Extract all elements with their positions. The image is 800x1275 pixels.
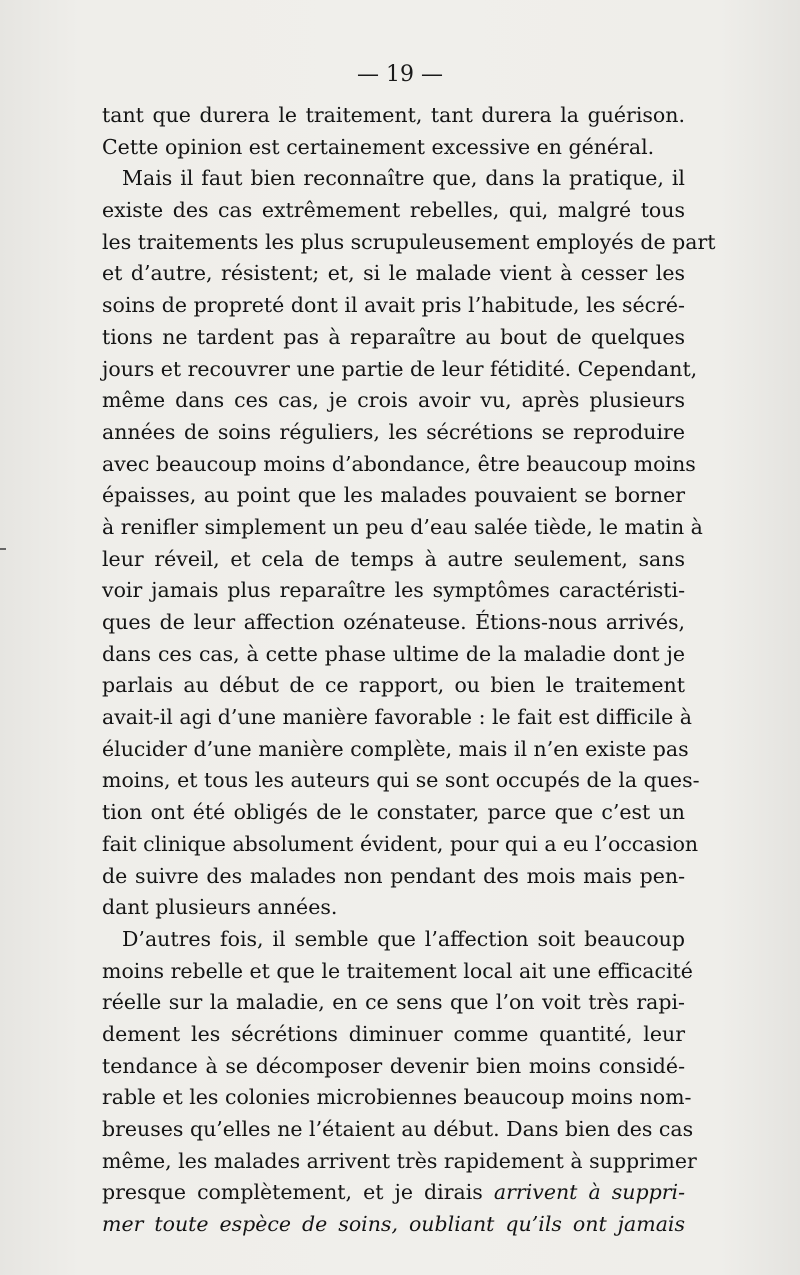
- text-segment: tendance à se décomposer devenir bien moins considé-: [102, 1053, 685, 1078]
- text-segment: les traitements les plus scrupuleusement employés de part: [102, 229, 716, 254]
- text-segment: années de soins réguliers, les sécrétions se reproduire: [102, 419, 685, 444]
- text-segment: avec beaucoup moins d’abondance, être beaucoup moins: [102, 451, 696, 476]
- text-line: [102, 322, 685, 354]
- text-line: [102, 227, 716, 259]
- text-segment: et d’autre, résistent; et, si le malade vient à cesser les: [102, 261, 685, 286]
- text-segment: à renifler simplement un peu d’eau salée tiède, le matin à: [102, 514, 703, 539]
- text-segment: existe des cas extrêmement rebelles, qui, malgré tous: [102, 198, 685, 223]
- text-line: [102, 290, 685, 322]
- text-line: [102, 512, 703, 544]
- text-line: [102, 354, 698, 386]
- text-line: [102, 100, 685, 132]
- text-line: [102, 417, 685, 449]
- italic-text-segment: mer toute espèce de soins, oubliant qu’ils ont jamais: [102, 1212, 685, 1237]
- text-line: [102, 1019, 685, 1051]
- text-segment: Mais il faut bien reconnaître que, dans la pratique, il: [122, 166, 685, 191]
- text-line: [102, 607, 685, 639]
- text-segment: dant plusieurs années.: [102, 895, 338, 920]
- text-line: [102, 480, 685, 512]
- text-segment: breuses qu’elles ne l’étaient au début. Dans bien des cas: [102, 1117, 694, 1141]
- text-line: [102, 1177, 685, 1209]
- text-line: [102, 1209, 685, 1241]
- text-segment: moins rebelle et que le traitement local ait une efficacité: [102, 958, 693, 983]
- text-line: [102, 258, 685, 290]
- italic-text-segment: arrivent à suppri-: [493, 1180, 685, 1205]
- text-line: [102, 544, 685, 576]
- text-line: [102, 132, 685, 164]
- text-line: [102, 575, 685, 607]
- text-segment: tion ont été obligés de le constater, parce que c’est un: [102, 800, 685, 825]
- margin-mark: [0, 548, 6, 550]
- text-line: [102, 1146, 697, 1178]
- text-line: [102, 765, 700, 797]
- text-segment: D’autres fois, il semble que l’affection soit beaucoup: [122, 926, 685, 951]
- text-segment: rable et les colonies microbiennes beaucoup moins nom-: [102, 1085, 692, 1110]
- text-segment: voir jamais plus reparaître les symptômes caractéristi-: [102, 578, 685, 603]
- text-line: [102, 734, 689, 766]
- page-number: — 19 —: [357, 62, 443, 87]
- text-segment: dans ces cas, à cette phase ultime de la maladie dont je: [102, 641, 685, 666]
- text-segment: leur réveil, et cela de temps à autre seulement, sans: [102, 546, 685, 571]
- text-line: [102, 1082, 692, 1114]
- text-line: [102, 449, 696, 481]
- text-segment: presque complètement, et je dirais: [102, 1180, 494, 1205]
- text-segment: soins de propreté dont il avait pris l’habitude, les sécré-: [102, 293, 685, 318]
- text-line: [102, 385, 685, 417]
- text-line: [102, 892, 685, 924]
- text-segment: même, les malades arrivent très rapidement à supprimer: [102, 1148, 697, 1173]
- text-line: [102, 797, 685, 829]
- text-segment: dement les sécrétions diminuer comme quantité, leur: [102, 1021, 685, 1046]
- text-segment: jours et recouvrer une partie de leur fétidité. Cependant,: [102, 356, 698, 381]
- text-line: [102, 195, 685, 227]
- text-line: [102, 987, 685, 1019]
- text-segment: réelle sur la maladie, en ce sens que l’on voit très rapi-: [102, 990, 685, 1015]
- text-segment: ques de leur affection ozénateuse. Étions-nous arrivés,: [102, 610, 685, 634]
- text-segment: avait-il agi d’une manière favorable : le fait est difficile à: [102, 705, 692, 730]
- text-line: [102, 163, 685, 195]
- text-segment: épaisses, au point que les malades pouvaient se borner: [102, 483, 685, 508]
- text-segment: de suivre des malades non pendant des mois mais pen-: [102, 863, 685, 888]
- text-segment: parlais au début de ce rapport, ou bien le traitement: [102, 673, 685, 698]
- text-line: [102, 1114, 694, 1146]
- text-line: [102, 1051, 685, 1083]
- text-line: [102, 702, 692, 734]
- body-text: [102, 100, 716, 1241]
- text-segment: élucider d’une manière complète, mais il n’en existe pas: [102, 736, 689, 761]
- text-line: [102, 639, 685, 671]
- text-line: [102, 956, 693, 988]
- text-segment: moins, et tous les auteurs qui se sont occupés de la ques-: [102, 768, 700, 793]
- text-segment: même dans ces cas, je crois avoir vu, après plusieurs: [102, 388, 685, 413]
- text-segment: tant que durera le traitement, tant durera la guérison.: [102, 103, 685, 127]
- text-line: [102, 924, 685, 956]
- text-line: [102, 670, 685, 702]
- text-line: [102, 829, 699, 861]
- text-line: [102, 861, 685, 893]
- text-segment: Cette opinion est certainement excessive en général.: [102, 134, 655, 159]
- text-segment: fait clinique absolument évident, pour qui a eu l’occasion: [102, 831, 699, 856]
- text-segment: tions ne tardent pas à reparaître au bout de quelques: [102, 324, 685, 349]
